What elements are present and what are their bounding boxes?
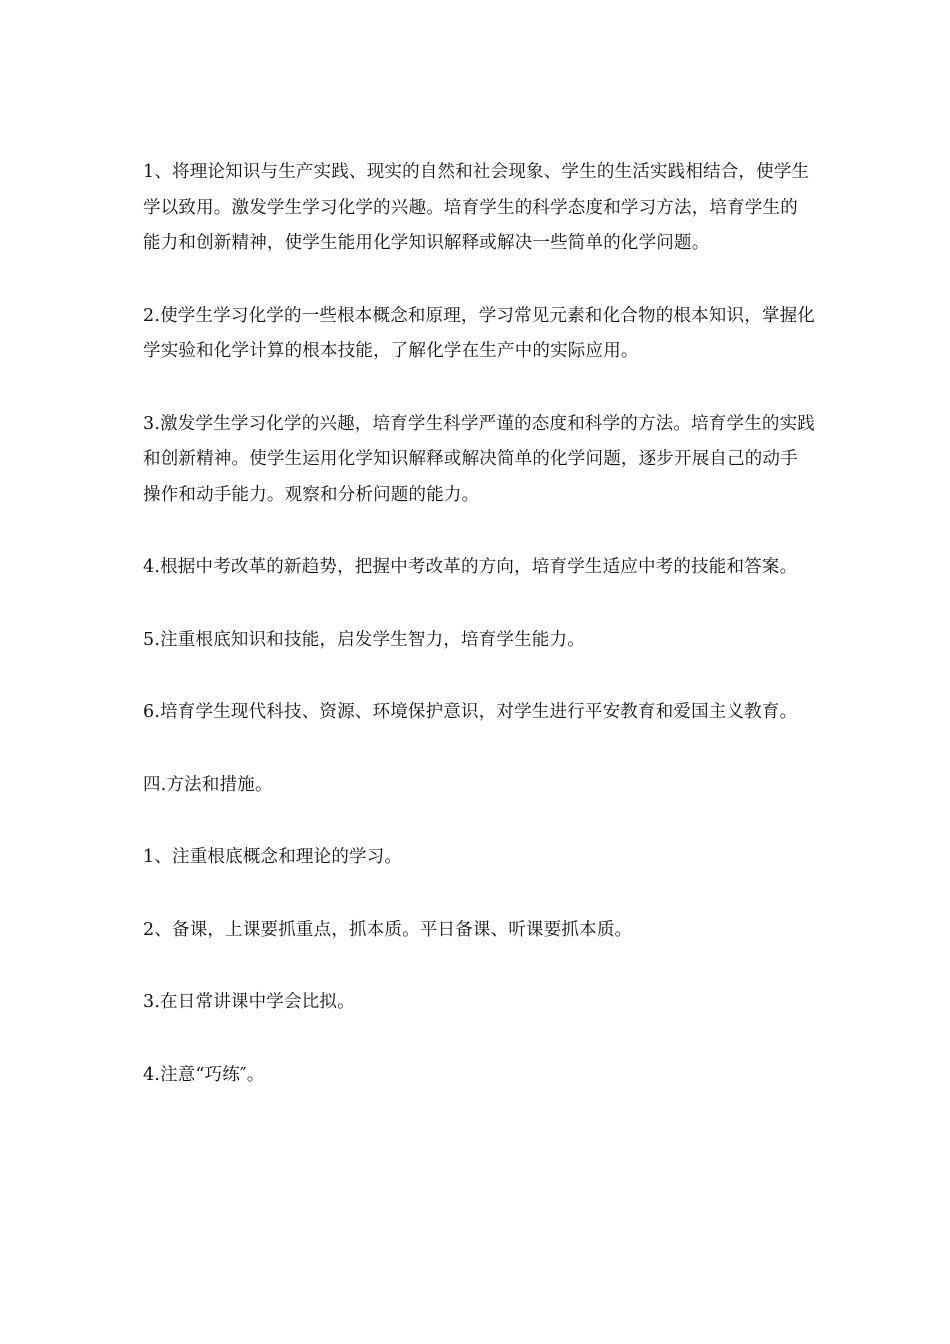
paragraph-method-4: 4.注意“巧练″。 [143,1064,265,1085]
paragraph-objective-6: 6.培育学生现代科技、资源、环境保护意识，对学生进行平安教育和爱国主义教育。 [143,702,798,722]
paragraph-objective-2: 2.使学生学习化学的一些根本概念和原理，学习常见元素和化合物的根本知识，掌握化学实验和化学计算的根本技能，了解化学在生产中的实际应用。 [143,305,815,361]
paragraph-objective-5: 5.注重根底知识和技能，启发学生智力，培育学生能力。 [143,629,585,650]
paragraph-objective-1: 1、将理论知识与生产实践、现实的自然和社会现象、学生的生活实践相结合，使学生学以致用。激发学生学习化学的兴趣。培育学生的科学态度和学习方法，培育学生的能力和创新精神，使学生能用化学知识解释或解决一些简单的化学问题。 [143,162,810,253]
paragraph-objective-4: 4.根据中考改革的新趋势，把握中考改革的方向，培育学生适应中考的技能和答案。 [143,557,798,577]
document-body [143,155,815,1130]
section-heading-methods: 四.方法和措施。 [143,774,273,795]
paragraph-method-3: 3.在日常讲课中学会比拟。 [143,992,355,1012]
paragraph-method-1: 1、注重根底概念和理论的学习。 [143,847,403,867]
paragraph-method-2: 2、备课，上课要抓重点，抓本质。平日备课、听课要抓本质。 [143,919,633,940]
paragraph-objective-3: 3.激发学生学习化学的兴趣，培育学生科学严谨的态度和科学的方法。培育学生的实践和创新精神。使学生运用化学知识解释或解决简单的化学问题，逐步开展自己的动手操作和动手能力。观察和分析问题的能力。 [143,413,815,505]
